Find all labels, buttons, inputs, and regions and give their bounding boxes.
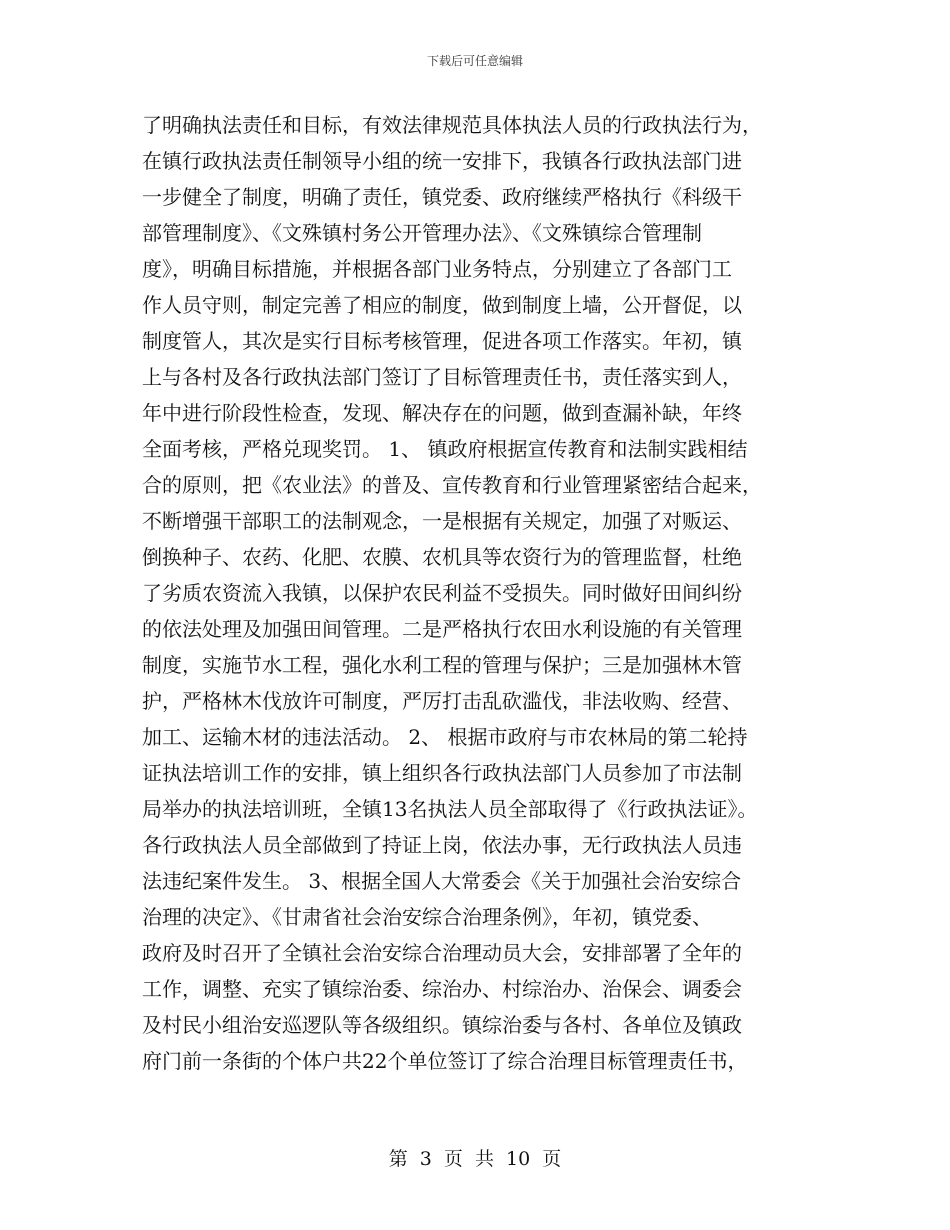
body-line-13: 倒换种子、农药、化肥、农膜、农机具等农资行为的管理监督，杜绝 [142,545,742,569]
body-line-24: 政府及时召开了全镇社会治安综合治理动员大会，安排部署了全年的 [142,941,742,965]
body-line-19: 证执法培训工作的安排，镇上组织各行政执法部门人员参加了市法制 [142,761,742,785]
body-line-26: 及村民小组治安巡逻队等各级组织。镇综治委与各村、各单位及镇政 [142,1013,742,1037]
body-line-14: 了劣质农资流入我镇，以保护农民利益不受损失。同时做好田间纠纷 [142,581,742,605]
body-line-11: 合的原则，把《农业法》的普及、宣传教育和行业管理紧密结合起来， [142,473,762,497]
body-line-17: 护，严格林木伐放许可制度，严厉打击乱砍滥伐，非法收购、经营、 [142,689,742,713]
body-line-22: 法违纪案件发生。 3、根据全国人大常委会《关于加强社会治安综合 [142,869,742,893]
body-line-23: 治理的决定》、《甘肃省社会治安综合治理条例》，年初，镇党委、 [142,905,712,929]
page-header-note: 下载后可任意编辑 [426,54,523,68]
body-line-15: 的依法处理及加强田间管理。二是严格执行农田水利设施的有关管理 [142,617,742,641]
body-line-25: 工作，调整、充实了镇综治委、综治办、村综治办、治保会、调委会 [142,977,742,1001]
body-line-1: 了明确执法责任和目标，有效法律规范具体执法人员的行政执法行为， [142,113,762,137]
body-line-6: 作人员守则，制定完善了相应的制度，做到制度上墙，公开督促，以 [142,293,742,317]
body-line-8: 上与各村及各行政执法部门签订了目标管理责任书，责任落实到人， [142,365,742,389]
body-line-4: 部管理制度》、《文殊镇村务公开管理办法》、《文殊镇综合管理制 [142,221,702,245]
body-line-12: 不断增强干部职工的法制观念，一是根据有关规定，加强了对贩运、 [142,509,742,533]
document-body [142,107,822,1079]
body-line-27: 府门前一条街的个体户共22个单位签订了综合治理目标管理责任书， [142,1049,748,1073]
body-line-16: 制度，实施节水工程，强化水利工程的管理与保护；三是加强林木管 [142,653,742,677]
body-line-5: 度》，明确目标措施，并根据各部门业务特点，分别建立了各部门工 [142,257,732,281]
body-line-3: 一步健全了制度，明确了责任，镇党委、政府继续严格执行《科级干 [142,185,742,209]
body-line-2: 在镇行政执法责任制领导小组的统一安排下，我镇各行政执法部门进 [142,149,742,173]
body-line-18: 加工、运输木材的违法活动。 2、 根据市政府与市农林局的第二轮持 [142,725,748,749]
body-line-21: 各行政执法人员全部做到了持证上岗，依法办事，无行政执法人员违 [142,833,742,857]
page-number: 第 3 页 共 10 页 [388,1148,562,1170]
body-line-10: 全面考核，严格兑现奖罚。 1、 镇政府根据宣传教育和法制实践相结 [142,437,748,461]
body-line-20: 局举办的执法培训班，全镇13名执法人员全部取得了《行政执法证》。 [142,797,758,821]
body-line-9: 年中进行阶段性检查，发现、解决存在的问题，做到查漏补缺，年终 [142,401,742,425]
body-line-7: 制度管人，其次是实行目标考核管理，促进各项工作落实。年初，镇 [142,329,742,353]
